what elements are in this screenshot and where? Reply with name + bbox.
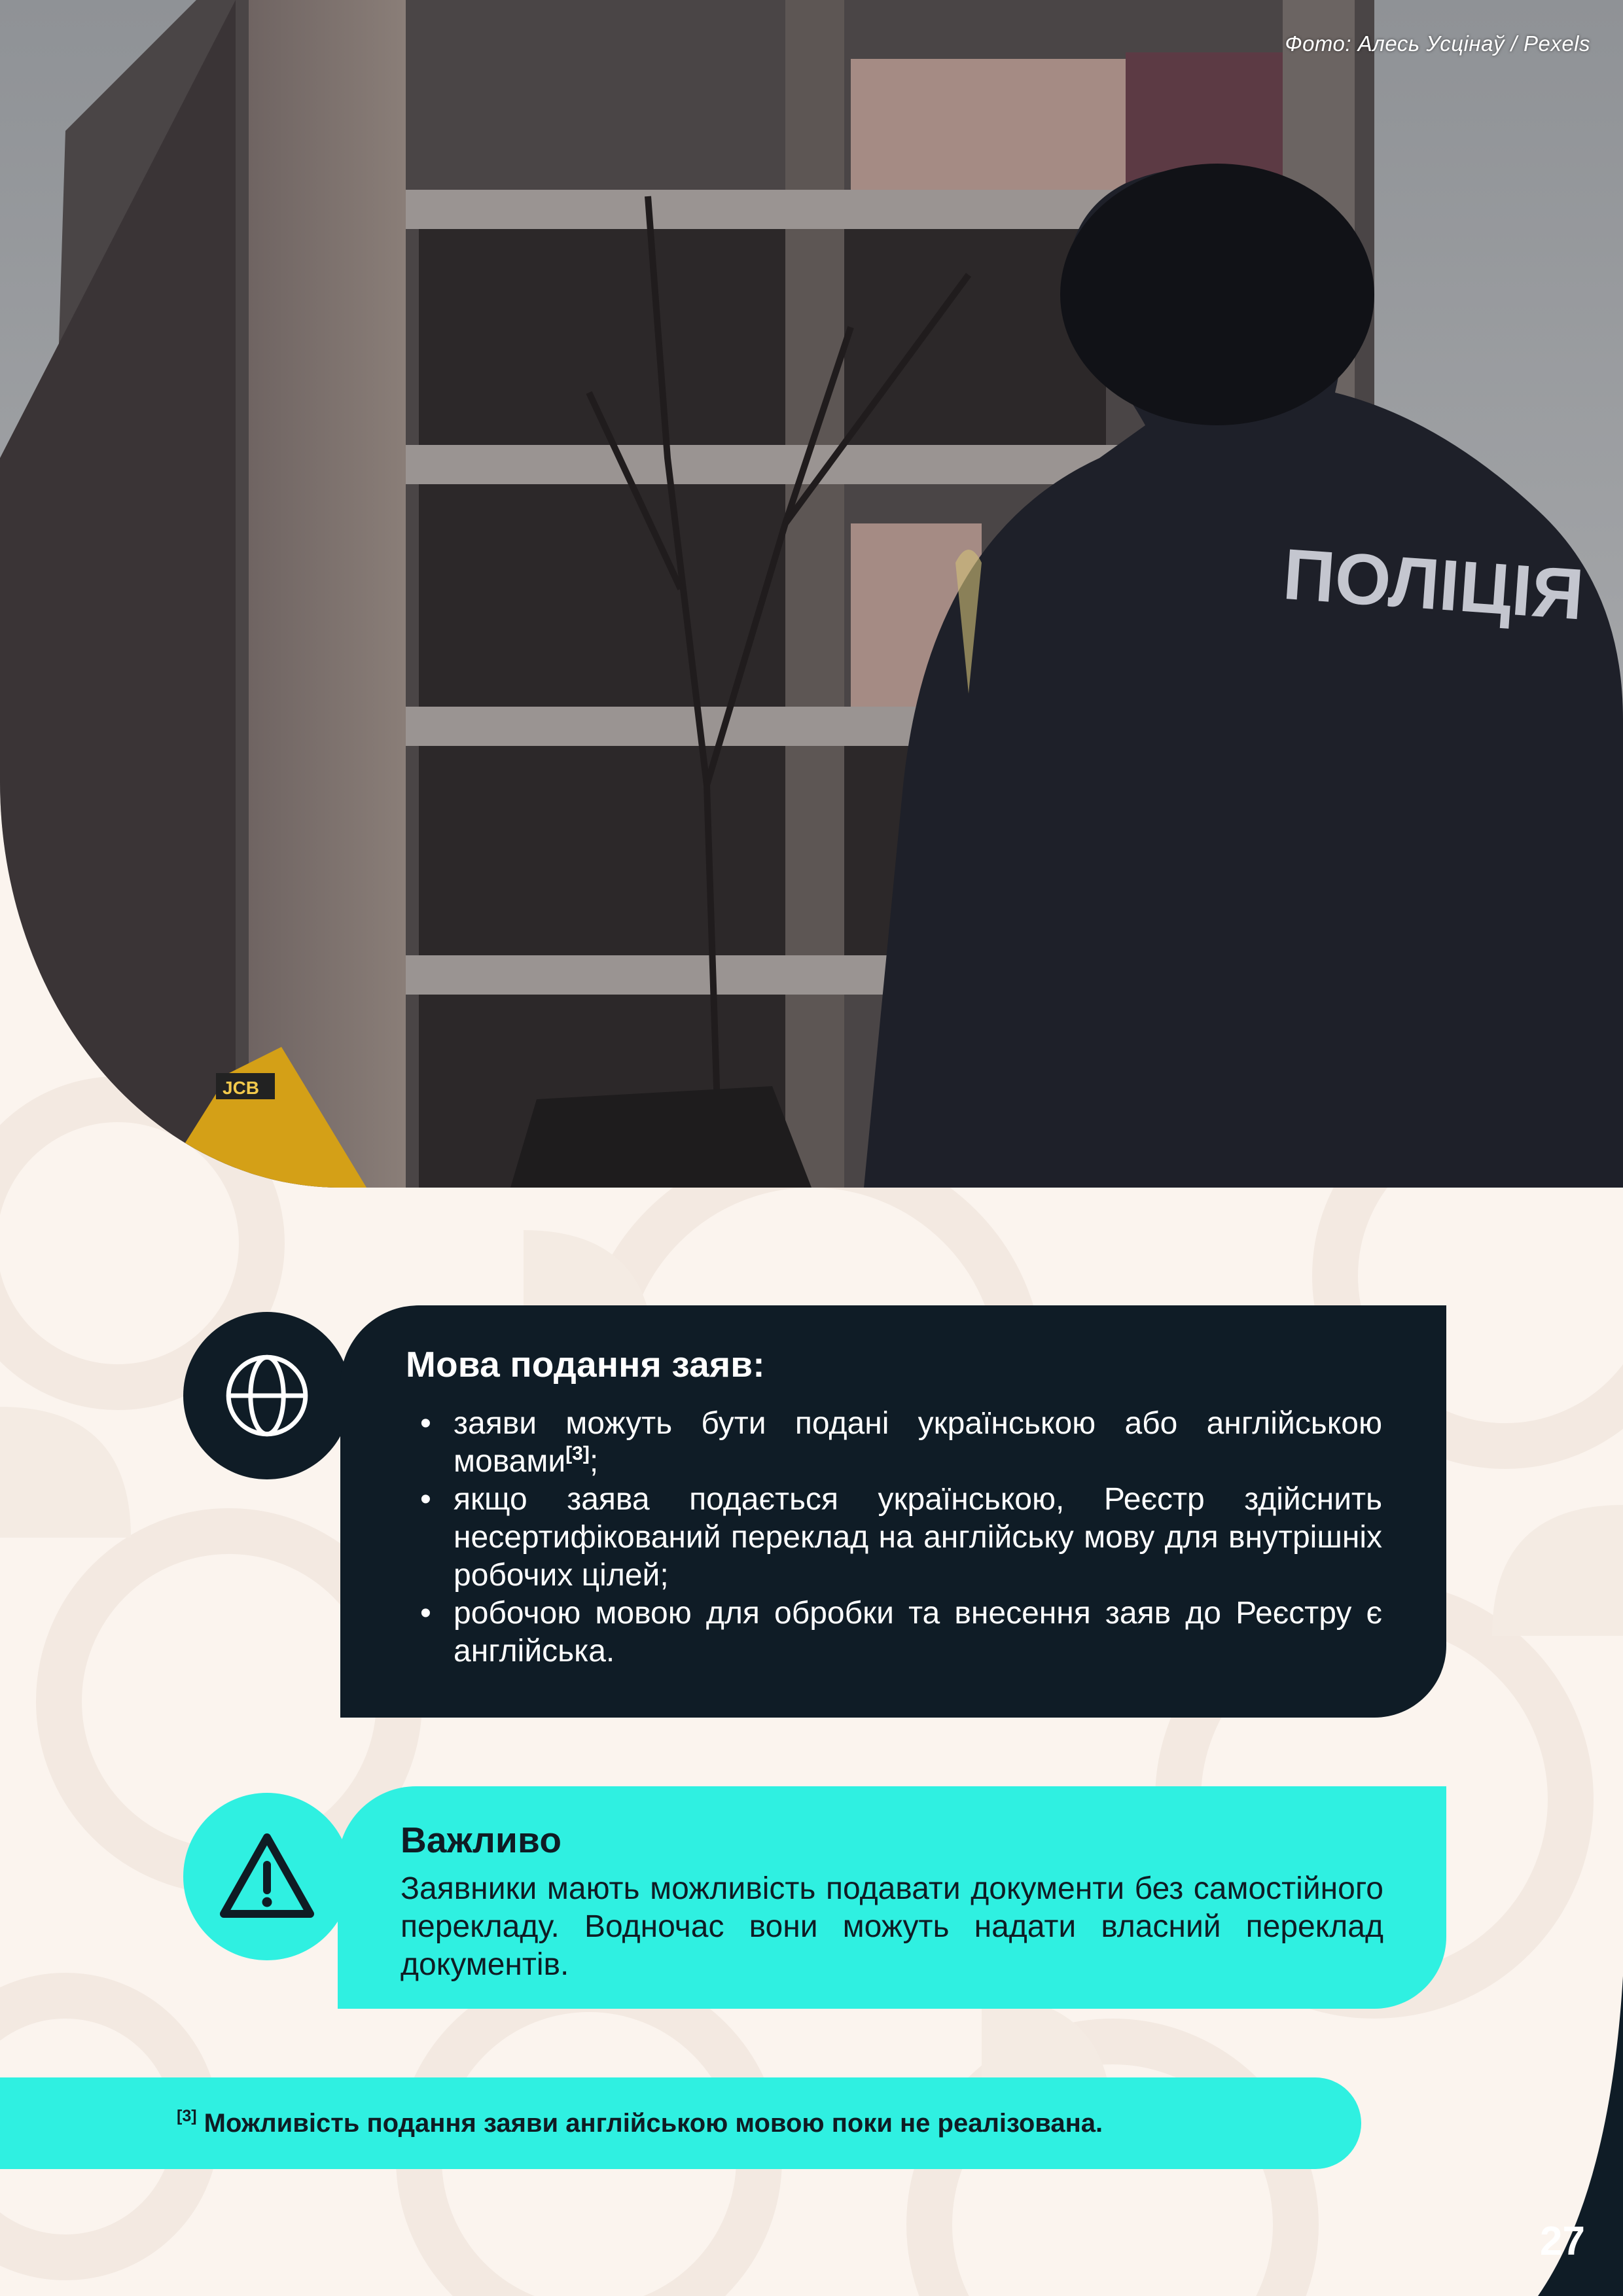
card-title: Важливо (401, 1820, 562, 1860)
warning-icon (218, 1831, 316, 1922)
page-number: 27 (1540, 2219, 1585, 2264)
footnote: [3] Можливість подання заяви англійською мовою поки не реалізована. (177, 2107, 1103, 2138)
card-text: Заявники мають можливість подавати документи без самостійного перекладу. Водночас вони можуть надати власний переклад документів. (401, 1871, 1383, 1982)
list-item: • якщо заява подається українською, Реєстр здійснить несертифікований переклад на англійську мову для внутрішніх робочих цілей; (406, 1481, 1382, 1595)
globe-icon-badge (183, 1312, 351, 1479)
globe-icon (221, 1350, 313, 1441)
card-title: Мова подання заяв: (406, 1344, 765, 1385)
important-notice-card (338, 1786, 1446, 2009)
photo-credit: Фото: Алесь Усцінаў / Pexels (1285, 31, 1590, 56)
language-rules-list (406, 1405, 1382, 1670)
list-item: • робочою мовою для обробки та внесення заяв до Реєстру є англійська. (406, 1595, 1382, 1670)
warning-icon-badge (183, 1793, 351, 1960)
submission-language-card (340, 1305, 1446, 1718)
jcb-sign-text: JCB (223, 1078, 260, 1098)
footnote-bar (0, 2077, 1361, 2169)
footnote-ref: [3] (177, 2107, 197, 2125)
list-item: • заяви можуть бути подані українською або англійською мовами[3]; (406, 1405, 1382, 1481)
vest-text: ПОЛІЦІЯ (1280, 533, 1586, 635)
footnote-ref: [3] (565, 1443, 590, 1464)
